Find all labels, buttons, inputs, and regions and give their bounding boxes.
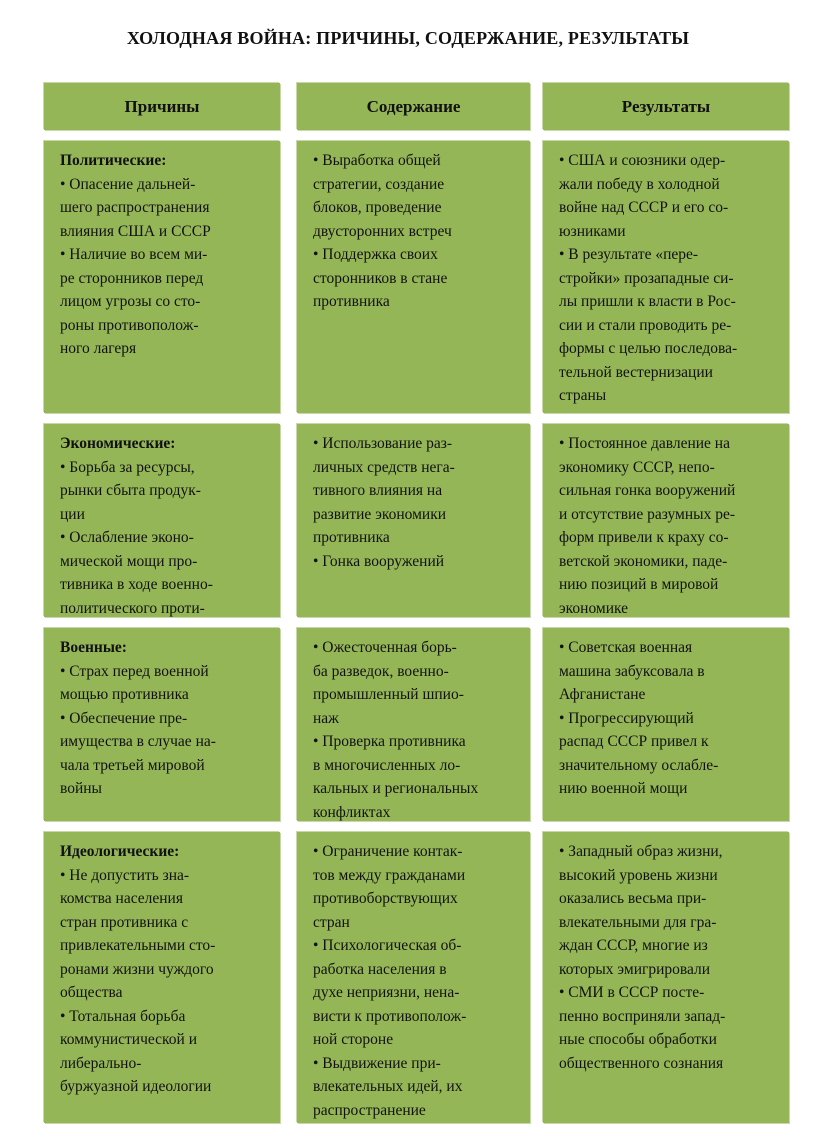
cell-line: страны (559, 387, 607, 404)
cell-line: стратегии, создание (313, 175, 445, 193)
cell-line: развитие экономики (313, 505, 447, 523)
cell-line: • В результате «пере- (559, 246, 699, 263)
cell-line: промышленный шпио- (313, 686, 464, 703)
content-cell (297, 424, 530, 617)
cell-line: кальных и региональных (313, 780, 479, 797)
cell-line: ции (60, 505, 85, 523)
causes-cell (44, 424, 280, 617)
cell-line: тельной вестернизации (559, 363, 713, 381)
cell-line: сторонников в стане (313, 269, 448, 287)
cell-line: • США и союзники одер- (559, 152, 726, 169)
cell-line: влекательных идей, их (313, 1078, 463, 1095)
cell-line: мощью противника (60, 686, 189, 703)
cell-line: противника (313, 293, 390, 310)
cell-line: блоков, проведение (313, 199, 442, 216)
causes-cell (44, 141, 280, 413)
cell-line: экономике (559, 599, 629, 617)
cell-line: роны противополож- (60, 316, 199, 334)
category-label: Идеологические: (60, 843, 180, 860)
cell-line: противоборствующих (313, 890, 458, 907)
results-cell (543, 628, 789, 821)
cell-line: шего распространения (60, 199, 210, 216)
header-content: Содержание (297, 83, 530, 130)
cell-line: наж (313, 709, 339, 727)
cell-line: экономику СССР, непо- (559, 458, 715, 476)
cell-line: стройки» прозападные си- (559, 269, 734, 287)
cell-line: ждан СССР, многие из (559, 937, 708, 954)
category-label: Политические: (60, 152, 167, 169)
content-cell (297, 141, 530, 413)
cell-line: • Ослабление эконо- (60, 529, 194, 546)
cell-line: коммунистической и (60, 1031, 198, 1048)
cell-line: привлекательными сто- (60, 937, 216, 954)
cell-line: которых эмигрировали (559, 960, 711, 978)
cell-line: войны (60, 780, 102, 797)
cell-line: ронами жизни чуждого (60, 960, 214, 978)
category-label: Экономические: (60, 435, 176, 452)
cell-line: ного лагеря (60, 340, 137, 357)
cell-line: влияния США и СССР (60, 222, 211, 240)
cell-line: Афганистане (559, 686, 646, 703)
cell-line: стран (313, 913, 350, 931)
cell-line: • СМИ в СССР посте- (559, 984, 705, 1001)
cell-line: высокий уровень жизни (559, 866, 718, 884)
cell-line: в многочисленных ло- (313, 756, 461, 774)
cell-line: машина забуксовала в (559, 662, 705, 680)
cell-line: духе неприязни, нена- (313, 984, 460, 1001)
cell-line: жали победу в холодной (559, 175, 720, 193)
cell-line: либерально- (60, 1054, 142, 1072)
cell-line: • Психологическая об- (313, 937, 462, 954)
cell-line: войне над СССР и его со- (559, 199, 729, 216)
cell-line: • Выработка общей (313, 152, 441, 169)
cell-line: пенно восприняли запад- (559, 1007, 726, 1025)
cell-line: тивного влияния на (313, 482, 443, 499)
cell-line: влекательными для гра- (559, 913, 717, 931)
cell-line: • Поддержка своих (313, 246, 438, 263)
content-cell (297, 628, 530, 821)
cell-line: противника (313, 529, 390, 546)
cell-line: форм привели к краху со- (559, 529, 729, 546)
cell-line: • Наличие во всем ми- (60, 246, 208, 263)
cell-line: ба разведок, военно- (313, 662, 449, 680)
cell-line: работка населения в (313, 960, 447, 978)
causes-cell (44, 628, 280, 821)
cell-line: буржуазной идеологии (60, 1078, 212, 1095)
results-cell (543, 832, 789, 1123)
cell-line: политического проти- (60, 599, 205, 617)
cell-line: конфликтах (313, 803, 391, 821)
cell-line: чала третьей мировой (60, 756, 205, 774)
cell-line: • Постоянное давление на (559, 435, 730, 452)
cell-line: оказались весьма при- (559, 890, 707, 907)
cell-line: стран противника с (60, 913, 189, 931)
cell-line: ветской экономики, паде- (559, 552, 728, 570)
cell-line: • Советская военная (559, 639, 693, 656)
cell-line: • Ограничение контак- (313, 843, 463, 860)
results-cell (543, 141, 789, 413)
causes-cell (44, 832, 280, 1123)
cell-line: лицом угрозы со сто- (60, 293, 201, 310)
header-causes: Причины (44, 83, 280, 130)
cell-line: тов между гражданами (313, 866, 466, 884)
cell-line: юзниками (559, 222, 626, 240)
cell-line: личных средств нега- (313, 458, 455, 476)
cell-line: тивника в ходе военно- (60, 576, 213, 593)
cell-line: • Использование раз- (313, 435, 453, 452)
cell-line: • Ожесточенная борь- (313, 639, 457, 656)
cell-line: рынки сбыта продук- (60, 482, 201, 499)
cell-line: нию военной мощи (559, 780, 688, 797)
cell-line: • Обеспечение пре- (60, 709, 188, 727)
content-cell (297, 832, 530, 1123)
cell-line: сильная гонка вооружений (559, 482, 736, 499)
cell-line: • Прогрессирующий (559, 709, 694, 727)
cell-line: • Гонка вооружений (313, 552, 445, 570)
results-cell (543, 424, 789, 617)
cell-line: • Тотальная борьба (60, 1007, 186, 1025)
cell-line: ре сторонников перед (60, 269, 204, 287)
cell-line: имущества в случае на- (60, 733, 216, 750)
cell-line: • Страх перед военной (60, 662, 209, 680)
header-results: Результаты (543, 83, 789, 130)
cell-line: двусторонних встреч (313, 222, 452, 240)
cell-line: • Проверка противника (313, 733, 466, 750)
cell-line: нию позиций в мировой (559, 576, 719, 593)
category-label: Военные: (60, 639, 127, 656)
cell-line: и отсутствие разумных ре- (559, 505, 735, 523)
cell-line: • Борьба за ресурсы, (60, 458, 195, 476)
cell-line: • Выдвижение при- (313, 1054, 441, 1072)
cell-line: • Опасение дальней- (60, 175, 196, 193)
cell-line: висти к противополож- (313, 1007, 467, 1025)
cell-line: мической мощи про- (60, 552, 198, 570)
cell-line: общественного сознания (559, 1054, 724, 1072)
cell-line: общества (60, 984, 123, 1001)
cell-line: ной стороне (313, 1031, 394, 1048)
cell-line: • Не допустить зна- (60, 866, 190, 884)
cell-line: комства населения (60, 890, 183, 907)
cell-line: формы с целью последова- (559, 340, 738, 357)
cell-line: лы пришли к власти в Рос- (559, 293, 736, 310)
cell-line: значительному ослабле- (559, 756, 719, 774)
cell-line: ные способы обработки (559, 1031, 717, 1048)
page-title: ХОЛОДНАЯ ВОЙНА: ПРИЧИНЫ, СОДЕРЖАНИЕ, РЕЗУЛЬТАТЫ (126, 28, 690, 48)
cell-line: распространение (313, 1101, 426, 1119)
cell-line: распад СССР привел к (559, 733, 709, 750)
cell-line: сии и стали проводить ре- (559, 316, 732, 334)
cell-line: • Западный образ жизни, (559, 843, 723, 860)
